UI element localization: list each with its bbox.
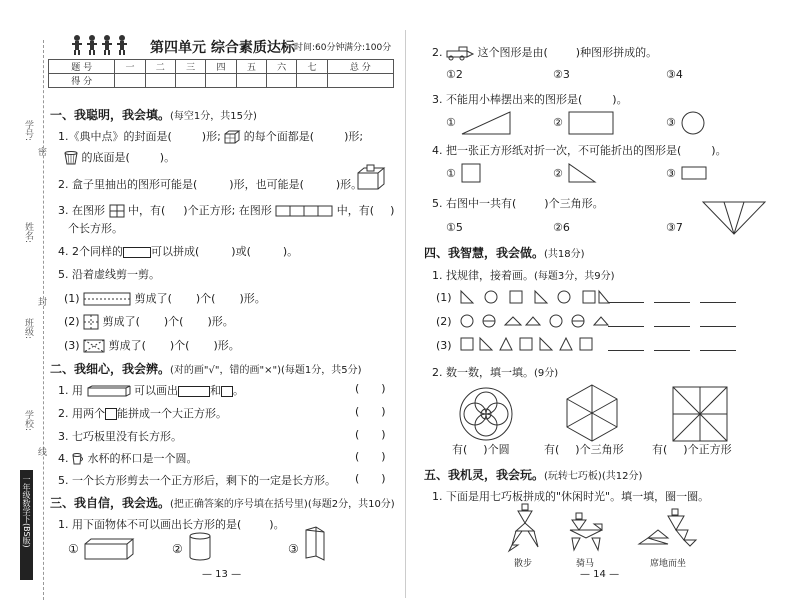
cuboid-icon xyxy=(84,538,134,560)
answer-line[interactable] xyxy=(654,350,690,351)
page-title: 第四单元 综合素质达标 xyxy=(150,40,295,56)
answer-paren[interactable]: ( ) xyxy=(355,450,386,463)
feng-label: 封 xyxy=(38,298,48,308)
c1: 1. 用下面物体不可以画出长方形的是( )。 xyxy=(58,518,285,531)
c1-option3-label[interactable]: ③ xyxy=(288,542,299,556)
p2: 2. 数一数，填一填。(9分) xyxy=(432,366,559,379)
section4-heading: 四、我智慧，我会做。(共18分) xyxy=(424,246,585,260)
rectangle-shape xyxy=(178,386,210,397)
page-number-14: — 14 — xyxy=(580,569,620,580)
full-score: 满分:100分 xyxy=(344,43,392,53)
fig3-caption: 席地而坐 xyxy=(650,559,687,569)
answer-line[interactable] xyxy=(654,302,690,303)
c4: 4. 把一张正方形纸对折一次，不可能折出的图形是( )。 xyxy=(432,144,727,157)
score-cell[interactable] xyxy=(267,74,297,88)
c5: 5. 右图中一共有( )个三角形。 xyxy=(432,197,604,210)
score-header-cell: 五 xyxy=(236,60,266,74)
rectangle-shape xyxy=(568,111,614,135)
page-number-13: — 13 — xyxy=(202,569,242,580)
fig2-caption: 骑马 xyxy=(576,559,595,569)
c2-option3[interactable]: ③4 xyxy=(666,68,683,81)
score-header-cell: 一 xyxy=(115,60,145,74)
score-header-cell: 题 号 xyxy=(49,60,115,74)
section1-heading: 一、我聪明，我会填。(每空1分，共15分) xyxy=(50,108,257,122)
square-shape xyxy=(221,386,233,397)
answer-line[interactable] xyxy=(700,350,736,351)
square-shape xyxy=(461,163,481,183)
rect-row-icon xyxy=(275,205,333,217)
train-icon xyxy=(446,46,474,60)
c2-option2[interactable]: ②3 xyxy=(553,68,570,81)
j4: 4. 水杯的杯口是一个圆。 xyxy=(58,452,198,465)
answer-paren[interactable]: ( ) xyxy=(355,405,386,418)
c5-option2[interactable]: ②6 xyxy=(553,221,570,234)
q3: 3. 在图形 中，有( )个正方形; 在图形 中，有( ) xyxy=(58,204,395,217)
hexagon-figure xyxy=(563,384,621,442)
score-header-cell: 七 xyxy=(297,60,327,74)
q5: 5. 沿着虚线剪一剪。 xyxy=(58,268,160,281)
triangle-count-figure xyxy=(702,200,766,236)
xingming-label: 姓名: xyxy=(23,222,33,244)
mi-label: 密 xyxy=(38,148,48,158)
c2: 2. 这个图形是由( )种图形拼成的。 xyxy=(432,46,658,59)
q2: 2. 盒子里抽出的图形可能是( )形，也可能是( )形。 xyxy=(58,178,363,191)
circles-figure xyxy=(458,386,514,442)
pattern-row-3-label: (3) xyxy=(436,339,452,352)
fig1-caption: 散步 xyxy=(514,559,533,569)
q5-2: (2) 剪成了( )个( )形。 xyxy=(64,315,234,328)
c3-option1[interactable]: ① xyxy=(446,116,456,129)
section5-heading: 五、我机灵，我会玩。(玩转七巧板)(共12分) xyxy=(424,468,643,482)
cube-icon xyxy=(224,130,240,144)
p1: 1. 找规律，接着画。(每题3分，共9分) xyxy=(432,269,615,282)
answer-paren[interactable]: ( ) xyxy=(355,382,386,395)
score-cell[interactable] xyxy=(206,74,236,88)
score-cell[interactable] xyxy=(145,74,175,88)
c4-option2[interactable]: ② xyxy=(553,167,563,180)
q1-cont: 的底面是( )。 xyxy=(64,149,175,165)
square-dashed-icon xyxy=(83,314,99,330)
rect-diagonal-icon xyxy=(83,339,105,353)
score-header-cell: 总 分 xyxy=(327,60,393,74)
q3-cont: 个长方形。 xyxy=(68,222,123,235)
score-cell[interactable] xyxy=(115,74,145,88)
cup-icon xyxy=(72,453,84,465)
time-limit: 时间:60分钟 xyxy=(294,43,345,53)
page-divider xyxy=(405,30,406,598)
c1-option2-label[interactable]: ② xyxy=(172,542,183,556)
count-circles: 有( )个圆 xyxy=(452,443,510,456)
tangram-horse-rider-figure xyxy=(568,512,606,552)
c3: 3. 不能用小棒摆出来的图形是( )。 xyxy=(432,93,628,106)
cuboid-icon xyxy=(87,385,131,397)
pattern-row-2-label: (2) xyxy=(436,315,452,328)
spine-text: 一年级数学下(BS版) xyxy=(22,475,31,548)
cylinder-icon xyxy=(188,532,212,562)
rect-dashed-icon xyxy=(83,292,131,306)
c3-option3[interactable]: ③ xyxy=(666,116,676,129)
banji-label: 班级: xyxy=(23,318,33,340)
answer-line[interactable] xyxy=(654,326,690,327)
c5-option3[interactable]: ③7 xyxy=(666,221,683,234)
xian-label: 线 xyxy=(38,448,48,458)
q1: 1.《典中点》的封面是( )形; 的每个面都是( )形; xyxy=(58,130,364,143)
answer-paren[interactable]: ( ) xyxy=(355,428,386,441)
box-icon xyxy=(356,165,386,191)
answer-paren[interactable]: ( ) xyxy=(355,472,386,485)
square-figure xyxy=(672,386,728,442)
score-cell[interactable] xyxy=(327,74,393,88)
score-cell[interactable] xyxy=(297,74,327,88)
answer-line[interactable] xyxy=(700,326,736,327)
c5-option1[interactable]: ①5 xyxy=(446,221,463,234)
q5-1: (1) 剪成了( )个( )形。 xyxy=(64,292,266,305)
rectangle-shape xyxy=(681,166,707,180)
score-header-cell: 二 xyxy=(145,60,175,74)
j3: 3. 七巧板里没有长方形。 xyxy=(58,430,182,443)
pattern-row-2 xyxy=(460,314,610,328)
triangle-shape xyxy=(568,163,596,183)
pattern-row-1 xyxy=(460,290,610,304)
q4: 4. 2个同样的 可以拼成( )或( )。 xyxy=(58,245,299,258)
xuexiao-label: 学校: xyxy=(23,410,33,432)
t1: 1. 下面是用七巧板拼成的"休闲时光"。填一填，圈一圈。 xyxy=(432,490,710,503)
j1: 1. 用 可以画出 和 。 xyxy=(58,384,244,397)
score-cell[interactable] xyxy=(175,74,205,88)
c2-option1[interactable]: ①2 xyxy=(446,68,463,81)
cup-icon xyxy=(64,151,78,165)
score-row-label: 得 分 xyxy=(49,74,115,88)
score-header-cell: 三 xyxy=(175,60,205,74)
kids-illustration xyxy=(72,34,130,56)
answer-line[interactable] xyxy=(608,302,644,303)
xuehao-label: 学号: xyxy=(23,120,33,142)
score-header-cell: 四 xyxy=(206,60,236,74)
count-triangles: 有( )个三角形 xyxy=(544,443,624,456)
binding-line xyxy=(43,40,44,600)
score-header-cell: 六 xyxy=(267,60,297,74)
answer-line[interactable] xyxy=(608,326,644,327)
j2: 2. 用两个 能拼成一个大正方形。 xyxy=(58,407,227,420)
tangram-walking-figure xyxy=(508,503,540,553)
answer-line[interactable] xyxy=(700,302,736,303)
j5: 5. 一个长方形剪去一个正方形后，剩下的一定是长方形。 xyxy=(58,474,336,487)
c3-option2[interactable]: ② xyxy=(553,116,563,129)
c4-option3[interactable]: ③ xyxy=(666,167,676,180)
pattern-row-1-label: (1) xyxy=(436,291,452,304)
tangram-sitting-figure xyxy=(638,508,698,548)
c1-option1-label[interactable]: ① xyxy=(68,542,79,556)
answer-line[interactable] xyxy=(608,350,644,351)
circle-shape xyxy=(681,111,705,135)
rectangle-shape xyxy=(123,247,151,258)
q5-3: (3) 剪成了( )个( )形。 xyxy=(64,339,240,352)
count-squares: 有( )个正方形 xyxy=(652,443,732,456)
pattern-row-3 xyxy=(460,337,610,353)
c4-option1[interactable]: ① xyxy=(446,167,456,180)
triangular-prism-icon xyxy=(304,526,326,564)
square-grid-icon xyxy=(109,204,125,218)
section3-heading: 三、我自信，我会选。(把正确答案的序号填在括号里)(每题2分，共10分) xyxy=(50,496,395,510)
triangle-shape xyxy=(461,111,511,135)
section2-heading: 二、我细心，我会辨。(对的画"√"，错的画"×")(每题1分，共5分) xyxy=(50,362,362,376)
square-shape xyxy=(105,408,117,420)
score-cell[interactable] xyxy=(236,74,266,88)
score-table xyxy=(48,59,394,88)
